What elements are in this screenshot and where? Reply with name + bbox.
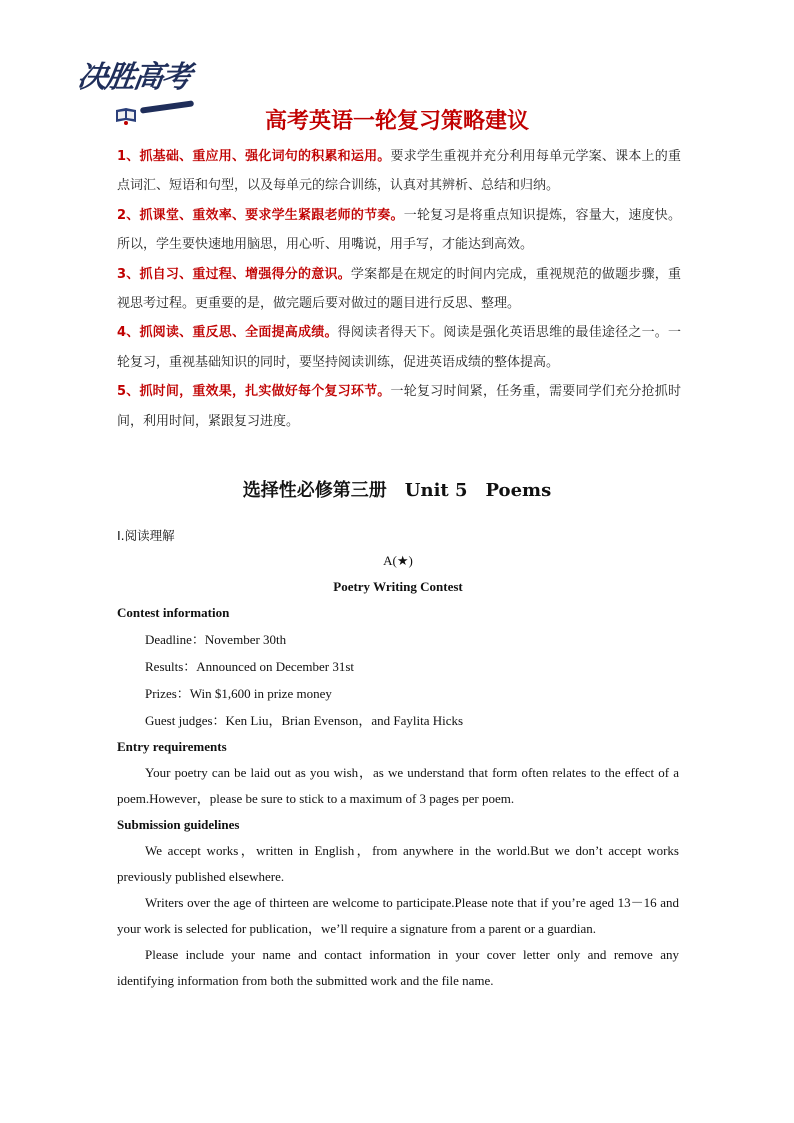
submission-heading: Submission guidelines	[117, 817, 240, 832]
tip-highlight: 2、抓课堂、重效率、要求学生紧跟老师的节奏。	[117, 207, 404, 223]
study-tips	[117, 142, 681, 436]
passage-title: Poetry Writing Contest	[333, 579, 463, 594]
tip-text: 一轮复习是将重点知识提炼，容量大，速度快。所以，学生要快速地用脑思，用心听、用嘴说，用手写，才能达到高效。	[117, 207, 681, 253]
tip-text: 要求学生重视并充分利用每单元学案、课本上的重点词汇、短语和句型，以及每单元的综合训练，认真对其辨析、总结和归纳。	[117, 149, 681, 194]
tip-item	[117, 260, 681, 319]
reading-section	[117, 524, 679, 994]
tip-highlight: 4、抓阅读、重反思、全面提高成绩。	[117, 325, 338, 341]
tip-item	[117, 201, 681, 260]
contest-item: Prizes：Win $1,600 in prize money	[145, 686, 332, 701]
passage-label: A(★)	[383, 553, 413, 568]
submission-paragraph: Writers over the age of thirteen are welcome to participate.Please note that if you’re aged 13－16 and your work is selected for publication，we’ll require a signature from a parent or a guardian.	[117, 895, 679, 936]
tip-item	[117, 377, 681, 436]
entry-heading: Entry requirements	[117, 739, 227, 754]
submission-paragraph: Please include your name and contact information in your cover letter only and remove any identifying information from both the submitted work and the file name.	[117, 947, 679, 988]
entry-paragraph: Your poetry can be laid out as you wish，as we understand that form often relates to the effect of a poem.However，please be sure to stick to a maximum of 3 pages per poem.	[117, 765, 679, 806]
tip-highlight: 5、抓时间，重效果，扎实做好每个复习环节。	[117, 384, 391, 400]
tip-highlight: 1、抓基础、重应用、强化词句的积累和运用。	[117, 149, 391, 164]
tip-text: 学案都是在规定的时间内完成，重视规范的做题步骤，重视思考过程。更重要的是，做完题后要对做过的题目进行反思、整理。	[117, 266, 681, 312]
tip-item	[117, 142, 681, 201]
logo-text: 决胜高考	[75, 60, 192, 95]
part-label: Ⅰ.阅读理解	[117, 528, 175, 543]
contest-item: Results：Announced on December 31st	[145, 659, 355, 674]
tip-item	[117, 318, 681, 377]
submission-paragraph: We accept works，written in English，from anywhere in the world.But we don’t accept works previously published elsewhere.	[117, 843, 679, 884]
tip-highlight: 3、抓自习、重过程、增强得分的意识。	[117, 266, 351, 282]
section-title: 选择性必修第三册 Unit 5 Poems	[242, 480, 552, 501]
contest-item: Guest judges：Ken Liu，Brian Evenson，and Faylita Hicks	[145, 713, 464, 728]
contest-item: Deadline：November 30th	[145, 632, 287, 647]
page-title: 高考英语一轮复习策略建议	[264, 109, 529, 134]
contest-heading: Contest information	[117, 605, 230, 620]
tip-text: 得阅读者得天下。阅读是强化英语思维的最佳途径之一。一轮复习，重视基础知识的同时，要坚持阅读训练，促进英语成绩的整体提高。	[117, 325, 681, 370]
tip-text: 一轮复习时间紧，任务重，需要同学们充分抢抓时间，利用时间，紧跟复习进度。	[117, 384, 681, 429]
